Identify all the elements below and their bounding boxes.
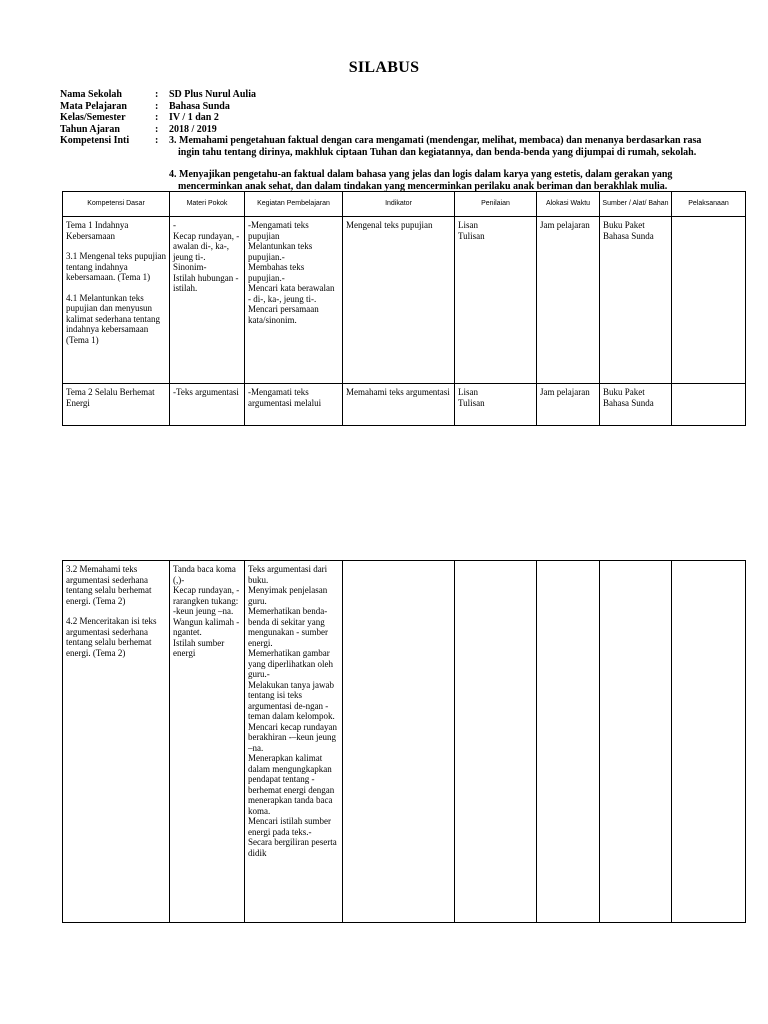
ki-label: Kompetensi Inti (60, 135, 130, 146)
cell-sumber: Buku Paket Bahasa Sunda (600, 217, 672, 384)
cell-alokasi (537, 561, 600, 923)
document-title: SILABUS (348, 59, 420, 76)
header-sumber: Sumber / Alat/ Bahan (600, 192, 672, 217)
cell-materi-pokok: - Kecap rundayan, -awalan di-, ka-, jeung ti-. Sinonim- Istilah hubungan - istilah. (170, 217, 245, 384)
cell-pelaksanaan (672, 384, 746, 426)
table-header-row (63, 192, 746, 217)
cell-pelaksanaan (672, 217, 746, 384)
kd-text: 3.1 Mengenal teks pupujian tentang indahnya kebersamaan. (Tema 1) (66, 251, 166, 282)
header-alokasi: Alokasi Waktu (537, 192, 600, 217)
class-row (60, 112, 710, 124)
colon: : (155, 123, 159, 135)
ki4-line1: 4. Menyajikan pengetahu-an faktual dalam bahasa yang jelas dan logis dalam karya yang estetis, dalam gerakan yang (169, 169, 673, 180)
class-label: Kelas/Semester (60, 112, 126, 123)
cell-sumber: Buku Paket Bahasa Sunda (600, 384, 672, 426)
table-row (63, 217, 746, 384)
year-row (60, 124, 710, 136)
colon: : (155, 112, 159, 123)
cell-pelaksanaan (672, 561, 746, 923)
cell-kegiatan: Teks argumentasi dari buku. Menyimak penjelasan guru. Memerhatikan benda-benda di sekitar yang mengunakan - sumber energi. Memerhatikan gambar yang diperlihatkan oleh guru.- Melakukan tanya jawab tentang isi teks argumentasi de-ngan -teman dalam kelompok. Mencari kecap rundayan berakhiran -–keun jeung –na. Menerapkan kalimat dalam mengungkapkan pendapat tentang -berhemat energi dengan menerapkan tanda baca koma. Mencari istilah sumber energi pada teks.- Secara bergiliran peserta didik (245, 561, 343, 923)
kd-text: Tema 1 Indahnya Kebersamaan (66, 220, 129, 241)
cell-kegiatan: -Mengamati teks argumentasi melalui (245, 384, 343, 426)
year-value: 2018 / 2019 (169, 123, 217, 135)
kd-text: 3.2 Memahami teks argumentasi sederhana tentang selalu berhemat energi. (Tema 2) (66, 564, 152, 606)
header-kompetensi-dasar: Kompetensi Dasar (63, 192, 170, 217)
table-row (63, 561, 746, 923)
colon: : (155, 100, 159, 112)
kd-text: 4.1 Melantunkan teks pupujian dan menyusun kalimat sederhana tentang indahnya kebersamaan (Tema 1) (66, 292, 160, 345)
cell-indikator (343, 561, 455, 923)
cell-penilaian (455, 561, 537, 923)
ki3-line1: 3. Memahami pengetahuan faktual dengan cara mengamati (mendengar, melihat, membaca) dan menanya berdasarkan rasa (169, 135, 702, 146)
subject-row (60, 101, 710, 113)
cell-indikator: Mengenal teks pupujian (343, 217, 455, 384)
cell-penilaian: Lisan Tulisan (455, 217, 537, 384)
school-row (60, 89, 710, 101)
cell-materi-pokok: Tanda baca koma (,)- Kecap rundayan, -rarangken tukang: -keun jeung –na. Wangun kalimah -ngantet. Istilah sumber energi (170, 561, 245, 923)
cell-alokasi: Jam pelajaran (537, 384, 600, 426)
school-label: Nama Sekolah (60, 89, 122, 100)
ki-content (169, 135, 710, 192)
kd-text: 4.2 Menceritakan isi teks argumentasi sederhana tentang selalu berhemat energi. (Tema 2) (66, 616, 157, 658)
ki4-line2: mencerminkan anak sehat, dan dalam tindakan yang mencerminkan perilaku anak beriman dan berakhlak mulia. (178, 180, 668, 192)
cell-kegiatan: -Mengamati teks pupujian Melantunkan teks pupujian.- Membahas teks pupujian.- Mencari kata berawalan - di-, ka-, jeung ti-. Mencari persamaan kata/sinonim. (245, 217, 343, 384)
header-kegiatan: Kegiatan Pembelajaran (245, 192, 343, 217)
colon: : (155, 89, 159, 100)
school-value: SD Plus Nurul Aulia (169, 89, 256, 100)
cell-kompetensi-dasar (63, 561, 170, 923)
cell-penilaian: Lisan Tulisan (455, 384, 537, 426)
school-info (60, 89, 710, 192)
subject-label: Mata Pelajaran (60, 100, 127, 112)
header-indikator: Indikator (343, 192, 455, 217)
class-value: IV / 1 dan 2 (169, 112, 219, 123)
syllabus-table (62, 191, 746, 426)
cell-kompetensi-dasar (63, 217, 170, 384)
ki3-line2: ingin tahu tentang dirinya, makhluk ciptaan Tuhan dan kegiatannya, dan benda-benda yang dijumpai di rumah, sekolah. (178, 146, 697, 158)
subject-value: Bahasa Sunda (169, 100, 230, 112)
cell-materi-pokok: -Teks argumentasi (170, 384, 245, 426)
header-penilaian: Penilaian (455, 192, 537, 217)
table-row (63, 384, 746, 426)
cell-sumber (600, 561, 672, 923)
ki-row (60, 135, 710, 192)
header-pelaksanaan: Pelaksanaan (672, 192, 746, 217)
colon: : (155, 135, 159, 146)
syllabus-table-continued (62, 560, 746, 923)
cell-kompetensi-dasar: Tema 2 Selalu Berhemat Energi (63, 384, 170, 426)
cell-alokasi: Jam pelajaran (537, 217, 600, 384)
cell-indikator: Memahami teks argumentasi (343, 384, 455, 426)
year-label: Tahun Ajaran (60, 123, 120, 135)
header-materi-pokok: Materi Pokok (170, 192, 245, 217)
